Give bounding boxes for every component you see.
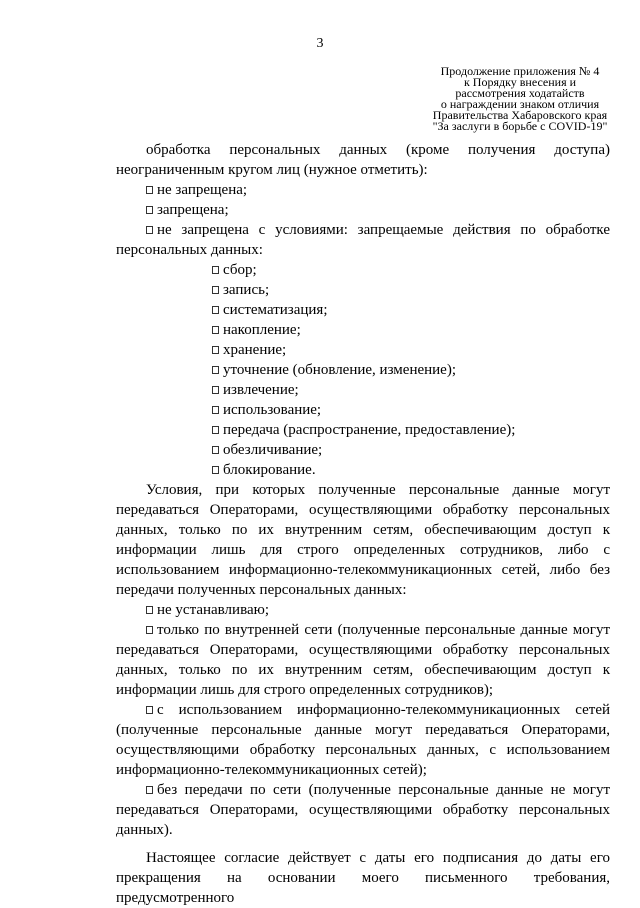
checkbox-icon[interactable]: [146, 606, 153, 614]
checkbox-icon[interactable]: [146, 206, 153, 214]
checkbox-icon[interactable]: [212, 426, 219, 434]
option-internal-network[interactable]: только по внутренней сети (полученные персональные данные могут передаваться Операторами, осуществляющими обработку персональных данных, только по их внутренним сетям, обеспечивающим доступ к информации лишь для строго определенных сотрудников);: [116, 622, 610, 698]
appendix-line: о награждении знаком отличия: [440, 97, 600, 111]
option-no-network[interactable]: без передачи по сети (полученные персональные данные не могут передаваться Операторами, осуществляющими обработку персональных данных).: [116, 782, 610, 838]
action-item[interactable]: извлечение;: [116, 380, 610, 400]
action-item[interactable]: сбор;: [116, 260, 610, 280]
checkbox-icon[interactable]: [212, 306, 219, 314]
action-item[interactable]: уточнение (обновление, изменение);: [116, 360, 610, 380]
checkbox-icon[interactable]: [146, 226, 153, 234]
checkbox-icon[interactable]: [146, 186, 153, 194]
action-item[interactable]: хранение;: [116, 340, 610, 360]
action-item[interactable]: запись;: [116, 280, 610, 300]
action-item[interactable]: накопление;: [116, 320, 610, 340]
appendix-line: Правительства Хабаровского края: [432, 108, 608, 122]
appendix-line: "За заслуги в борьбе с COVID-19": [432, 119, 608, 133]
action-item[interactable]: блокирование.: [116, 460, 610, 480]
option-prohibited[interactable]: запрещена;: [116, 200, 610, 220]
checkbox-icon[interactable]: [146, 626, 153, 634]
document-body: [116, 140, 610, 908]
option-not-set[interactable]: не устанавливаю;: [116, 600, 610, 620]
checkbox-icon[interactable]: [212, 406, 219, 414]
appendix-line: рассмотрения ходатайств: [455, 86, 585, 100]
checkbox-icon[interactable]: [212, 446, 219, 454]
checkbox-icon[interactable]: [212, 386, 219, 394]
checkbox-icon[interactable]: [212, 346, 219, 354]
appendix-line: Продолжение приложения № 4: [440, 64, 600, 78]
option-telecom-networks[interactable]: с использованием информационно-телекоммуникационных сетей (полученные персональные данные могут передаваться Операторами, осуществляющими обработку персональных данных, с использованием информационно-телекоммуникационных сетей);: [116, 702, 610, 778]
intro-paragraph: обработка персональных данных (кроме получения доступа) неограниченным кругом лиц (нужное отметить):: [116, 142, 610, 178]
closing-paragraph: Настоящее согласие действует с даты его подписания до даты его прекращения на основании моего письменного требования, предусмотренного: [116, 850, 610, 906]
checkbox-icon[interactable]: [212, 466, 219, 474]
appendix-header: [420, 66, 620, 132]
action-item[interactable]: передача (распространение, предоставление);: [116, 420, 610, 440]
checkbox-icon[interactable]: [146, 706, 153, 714]
checkbox-icon[interactable]: [146, 786, 153, 794]
option-not-prohibited[interactable]: не запрещена;: [116, 180, 610, 200]
action-item[interactable]: использование;: [116, 400, 610, 420]
page-number: 3: [316, 36, 324, 51]
appendix-line: к Порядку внесения и: [463, 75, 577, 89]
checkbox-icon[interactable]: [212, 366, 219, 374]
checkbox-icon[interactable]: [212, 266, 219, 274]
checkbox-icon[interactable]: [212, 286, 219, 294]
action-item[interactable]: систематизация;: [116, 300, 610, 320]
action-item[interactable]: обезличивание;: [116, 440, 610, 460]
checkbox-icon[interactable]: [212, 326, 219, 334]
conditions-paragraph: Условия, при которых полученные персональные данные могут передаваться Операторами, осуществляющими обработку персональных данных, только по их внутренним сетям, обеспечивающим доступ к информации лишь для строго определенных сотрудников, либо с использованием информационно-телекоммуникационных сетей, либо без передачи полученных персональных данных:: [116, 482, 610, 598]
option-conditional[interactable]: не запрещена с условиями: запрещаемые действия по обработке персональных данных:: [116, 222, 610, 258]
